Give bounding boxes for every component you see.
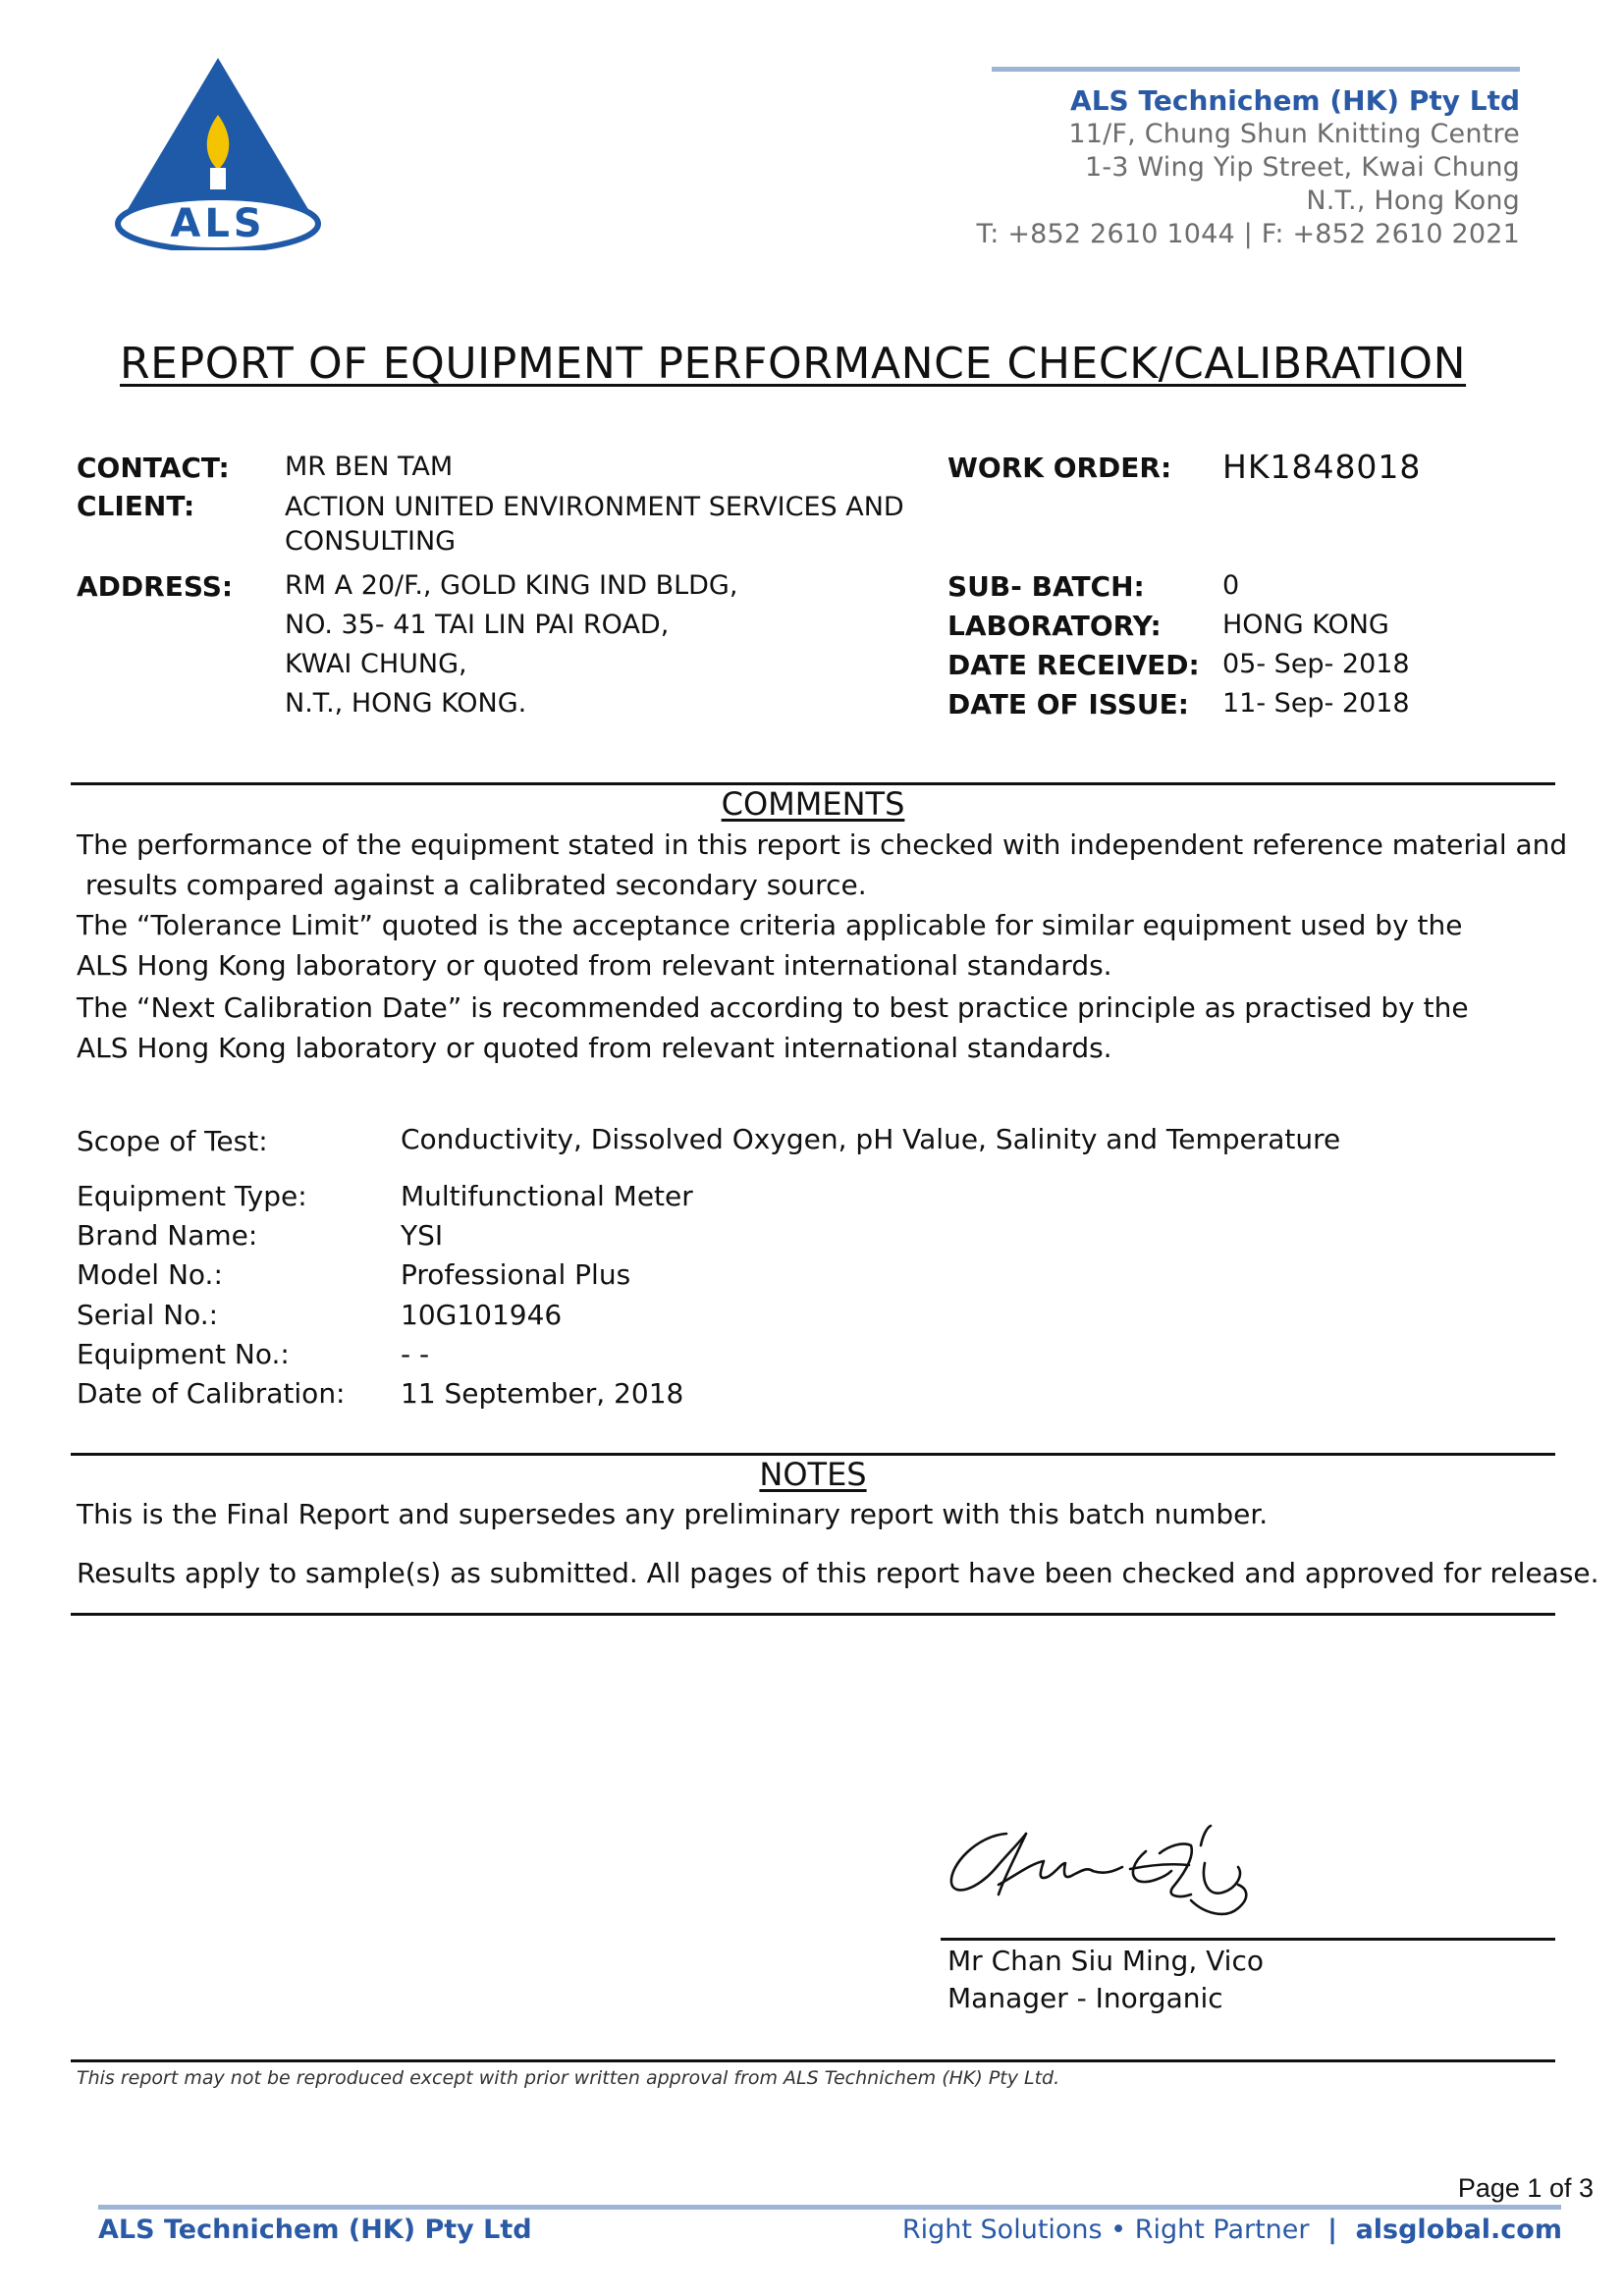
footer-company: ALS Technichem (HK) Pty Ltd — [98, 2215, 532, 2245]
comment-line: ALS Hong Kong laboratory or quoted from relevant international standards. — [77, 1032, 1112, 1064]
header-address-line: 1-3 Wing Yip Street, Kwai Chung — [1084, 152, 1520, 183]
disclaimer-text: This report may not be reproduced except with prior written approval from ALS Technichem (HK) Pty Ltd. — [77, 2067, 1060, 2089]
comments-heading: COMMENTS — [721, 785, 905, 823]
als-logo — [113, 54, 324, 250]
sub-batch-value: 0 — [1222, 570, 1240, 601]
notes-line: This is the Final Report and supersedes any preliminary report with this batch number. — [77, 1498, 1269, 1530]
work-order-value: HK1848018 — [1222, 448, 1422, 486]
notes-heading: NOTES — [759, 1456, 867, 1493]
address-line: RM A 20/F., GOLD KING IND BLDG, — [285, 570, 738, 601]
equipment-no-label: Equipment No.: — [77, 1338, 290, 1370]
date-received-label: DATE RECEIVED: — [947, 649, 1200, 681]
date-of-issue-value: 11- Sep- 2018 — [1222, 688, 1410, 719]
header-phone-fax: T: +852 2610 1044 | F: +852 2610 2021 — [976, 219, 1520, 249]
scope-value: Conductivity, Dissolved Oxygen, pH Value, Salinity and Temperature — [401, 1123, 1341, 1155]
signature-line — [941, 1938, 1555, 1941]
footer-rule — [98, 2205, 1561, 2210]
address-label: ADDRESS: — [77, 570, 234, 603]
date-of-issue-label: DATE OF ISSUE: — [947, 688, 1189, 721]
equipment-type-label: Equipment Type: — [77, 1180, 307, 1212]
signatory-name: Mr Chan Siu Ming, Vico — [947, 1945, 1264, 1977]
equipment-no-value: - - — [401, 1338, 430, 1370]
model-no-label: Model No.: — [77, 1258, 223, 1291]
address-line: NO. 35- 41 TAI LIN PAI ROAD, — [285, 610, 670, 640]
date-of-calibration-value: 11 September, 2018 — [401, 1377, 684, 1410]
footer-tagline — [902, 2215, 1562, 2245]
address-line: KWAI CHUNG, — [285, 649, 467, 679]
brand-name-label: Brand Name: — [77, 1219, 258, 1252]
disclaimer-divider — [71, 2059, 1555, 2062]
signatory-position: Manager - Inorganic — [947, 1982, 1223, 2014]
equipment-type-value: Multifunctional Meter — [401, 1180, 693, 1212]
work-order-label: WORK ORDER: — [947, 452, 1172, 484]
footer-slogan: Right Solutions • Right Partner — [901, 2215, 1310, 2245]
page-number: Page 1 of 3 — [1457, 2173, 1594, 2203]
client-value: CONSULTING — [285, 526, 457, 557]
laboratory-value: HONG KONG — [1222, 610, 1389, 640]
logo-text: ALS — [170, 201, 266, 246]
address-line: N.T., HONG KONG. — [285, 688, 527, 719]
report-title: REPORT OF EQUIPMENT PERFORMANCE CHECK/CALIBRATION — [120, 339, 1467, 389]
comment-line: The “Tolerance Limit” quoted is the acceptance criteria applicable for similar equipment used by the — [77, 909, 1463, 941]
client-label: CLIENT: — [77, 490, 195, 522]
header-company: ALS Technichem (HK) Pty Ltd — [1070, 84, 1520, 117]
section-divider — [71, 1613, 1555, 1616]
header-address-line: N.T., Hong Kong — [1306, 186, 1520, 216]
comment-line: ALS Hong Kong laboratory or quoted from relevant international standards. — [77, 949, 1112, 982]
date-of-calibration-label: Date of Calibration: — [77, 1377, 346, 1410]
contact-label: CONTACT: — [77, 452, 230, 484]
laboratory-label: LABORATORY: — [947, 610, 1162, 642]
comment-line: results compared against a calibrated secondary source. — [77, 869, 867, 901]
date-received-value: 05- Sep- 2018 — [1222, 649, 1410, 679]
header-address-line: 11/F, Chung Shun Knitting Centre — [1068, 119, 1520, 149]
serial-no-label: Serial No.: — [77, 1299, 219, 1331]
brand-name-value: YSI — [401, 1219, 444, 1252]
footer-website-link[interactable]: alsglobal.com — [1355, 2215, 1562, 2245]
comment-line: The “Next Calibration Date” is recommended according to best practice principle as practised by the — [77, 991, 1469, 1024]
handwritten-signature — [938, 1806, 1262, 1934]
scope-label: Scope of Test: — [77, 1125, 268, 1157]
serial-no-value: 10G101946 — [401, 1299, 563, 1331]
sub-batch-label: SUB- BATCH: — [947, 570, 1145, 603]
model-no-value: Professional Plus — [401, 1258, 631, 1291]
header-rule — [992, 67, 1520, 72]
notes-line: Results apply to sample(s) as submitted. All pages of this report have been checked and approved for release. — [77, 1557, 1599, 1589]
footer-separator: | — [1327, 2215, 1337, 2245]
comment-line: The performance of the equipment stated in this report is checked with independent reference material and — [77, 828, 1568, 861]
comments-paragraph — [77, 825, 1567, 1068]
client-value: ACTION UNITED ENVIRONMENT SERVICES AND — [285, 492, 904, 522]
contact-value: MR BEN TAM — [285, 452, 454, 482]
